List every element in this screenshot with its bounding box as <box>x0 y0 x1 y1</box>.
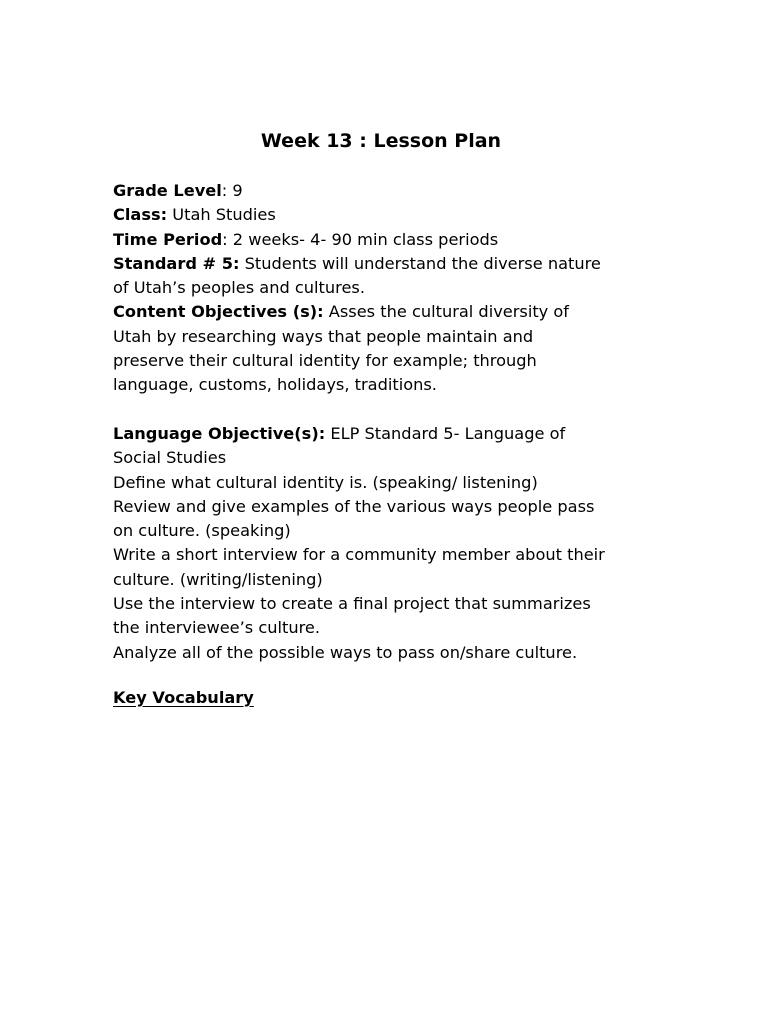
class-line <box>113 203 673 227</box>
language-objectives-line: the interviewee’s culture. <box>113 618 321 638</box>
content-objectives-line: language, customs, holidays, traditions. <box>113 375 437 395</box>
content-objectives-line: preserve their cultural identity for example; through <box>113 351 537 371</box>
language-objectives-line <box>113 422 673 446</box>
time-period-value: : 2 weeks- 4- 90 min class periods <box>222 229 499 249</box>
grade-level-line <box>113 179 673 203</box>
language-objectives-line: Social Studies <box>113 448 227 468</box>
grade-level-label: Grade Level <box>113 181 222 200</box>
paragraph-spacer <box>113 665 673 686</box>
content-objectives-label: Content Objectives (s): <box>113 302 324 322</box>
standard-label: Standard # 5: <box>113 253 240 273</box>
page-title: Week 13 : Lesson Plan <box>260 130 502 152</box>
class-value: Utah Studies <box>167 205 276 225</box>
lesson-plan-body <box>113 179 673 710</box>
language-objectives-text: ELP Standard 5- Language of <box>325 423 566 443</box>
standard-text: Students will understand the diverse nature <box>239 253 601 273</box>
language-objectives-label: Language Objective(s): <box>113 423 326 443</box>
language-objectives-line: culture. (writing/listening) <box>113 569 323 589</box>
class-label: Class: <box>113 205 168 225</box>
paragraph-spacer <box>113 398 673 422</box>
language-objectives-line: Write a short interview for a community member about their <box>113 545 605 565</box>
time-period-line <box>113 228 673 252</box>
standard-line <box>113 252 673 276</box>
content-objectives-text: Asses the cultural diversity of <box>323 302 569 322</box>
language-objectives-line: Use the interview to create a final project that summarizes <box>113 594 591 614</box>
key-vocabulary-text: Key Vocabulary <box>113 687 254 707</box>
grade-level-value: : 9 <box>221 181 243 200</box>
key-vocabulary-heading <box>113 686 673 710</box>
content-objectives-line <box>113 300 673 324</box>
standard-line: of Utah’s peoples and cultures. <box>113 278 365 298</box>
language-objectives-line: Analyze all of the possible ways to pass on/share culture. <box>113 642 578 662</box>
time-period-label: Time Period <box>113 229 223 249</box>
language-objectives-line: on culture. (speaking) <box>113 521 291 541</box>
language-objectives-line: Define what cultural identity is. (speaking/ listening) <box>113 472 538 492</box>
content-objectives-line: Utah by researching ways that people maintain and <box>113 326 534 346</box>
language-objectives-line: Review and give examples of the various ways people pass <box>113 496 595 516</box>
